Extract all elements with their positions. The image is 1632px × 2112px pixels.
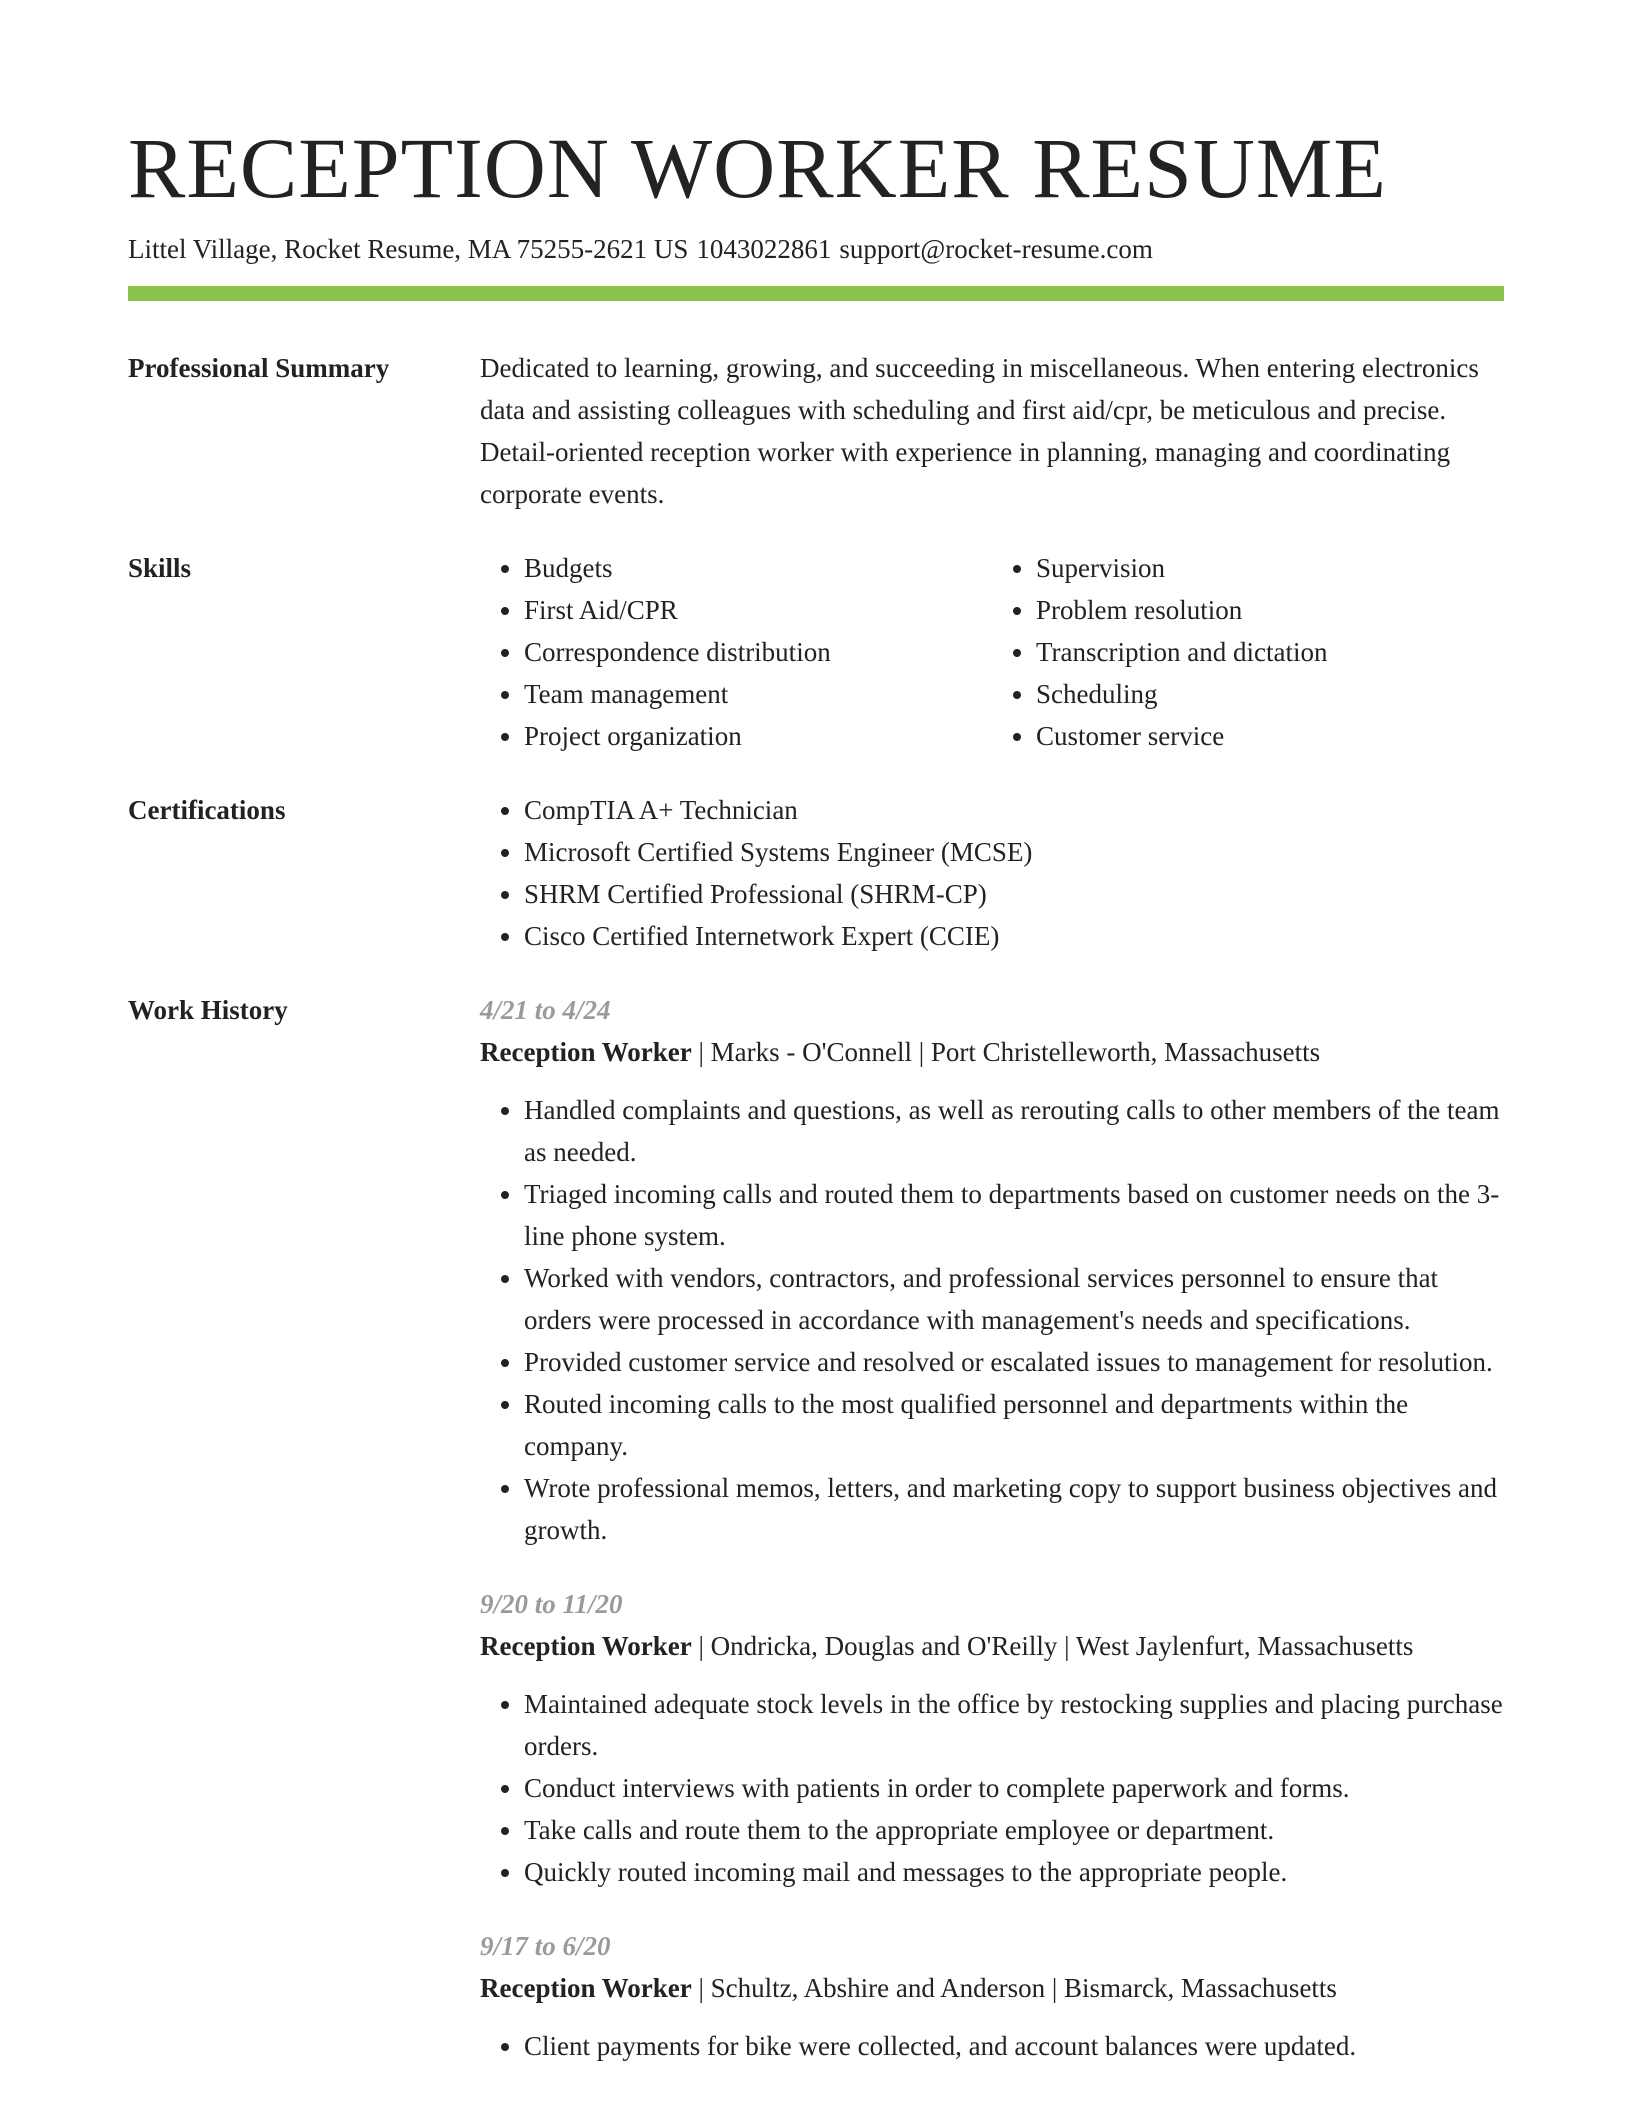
certifications-label: Certifications [128, 795, 286, 825]
skill-item: • Supervision [1036, 547, 1504, 589]
job-details: | Marks - O'Connell | Port Christelleworth, Massachusetts [691, 1037, 1321, 1067]
job-bullet: • Client payments for bike were collected, and account balances were updated. [524, 2025, 1504, 2067]
job-dates: 4/21 to 4/24 [480, 995, 611, 1025]
job-bullet: • Conduct interviews with patients in order to complete paperwork and forms. [524, 1767, 1504, 1809]
job-details: | Schultz, Abshire and Anderson | Bismarck, Massachusetts [691, 1973, 1337, 2003]
job-dates: 9/20 to 11/20 [480, 1589, 623, 1619]
job-bullets [480, 1089, 1504, 1551]
job-title-line [480, 1967, 1504, 2009]
job-entry [480, 1583, 1504, 1893]
job-bullet: • Routed incoming calls to the most qualified personnel and departments within the company. [524, 1383, 1504, 1467]
skill-item: • Scheduling [1036, 673, 1504, 715]
skill-item: • Project organization [524, 715, 992, 757]
resume-title: RECEPTION WORKER RESUME [128, 120, 1387, 216]
job-bullet: • Wrote professional memos, letters, and marketing copy to support business objectives and growth. [524, 1467, 1504, 1551]
job-title: Reception Worker [480, 1631, 692, 1661]
certifications-list [480, 789, 1504, 957]
header-divider [128, 286, 1504, 301]
job-title-line [480, 1625, 1504, 1667]
job-bullet: • Provided customer service and resolved or escalated issues to management for resolution. [524, 1341, 1504, 1383]
skill-item: • Transcription and dictation [1036, 631, 1504, 673]
job-bullets [480, 2025, 1504, 2067]
certifications-body [480, 789, 1504, 957]
skill-item: • First Aid/CPR [524, 589, 992, 631]
skills-label: Skills [128, 553, 192, 583]
skill-item: • Team management [524, 673, 992, 715]
summary-label: Professional Summary [128, 353, 390, 383]
skills-body [480, 547, 1504, 757]
job-bullets [480, 1683, 1504, 1893]
job-title: Reception Worker [480, 1973, 692, 2003]
job-bullet: • Take calls and route them to the appropriate employee or department. [524, 1809, 1504, 1851]
job-title: Reception Worker [480, 1037, 692, 1067]
work-history-label: Work History [128, 995, 288, 1025]
work-history-body [480, 989, 1504, 2099]
skills-list-left [480, 547, 992, 757]
skill-item: • Problem resolution [1036, 589, 1504, 631]
job-bullet: • Worked with vendors, contractors, and professional services personnel to ensure that orders were processed in accordance with management's needs and specifications. [524, 1257, 1504, 1341]
skill-item: • Correspondence distribution [524, 631, 992, 673]
job-bullet: • Handled complaints and questions, as well as rerouting calls to other members of the team as needed. [524, 1089, 1504, 1173]
job-details: | Ondricka, Douglas and O'Reilly | West Jaylenfurt, Massachusetts [691, 1631, 1414, 1661]
summary-text: Dedicated to learning, growing, and succeeding in miscellaneous. When entering electronics data and assisting colleagues with scheduling and first aid/cpr, be meticulous and precise. Detail-oriented reception worker with experience in planning, managing and coordinating corporate events. [480, 353, 1479, 509]
contact-line [128, 231, 1161, 267]
skill-item: • Customer service [1036, 715, 1504, 757]
job-bullet: • Quickly routed incoming mail and messages to the appropriate people. [524, 1851, 1504, 1893]
job-entry [480, 1925, 1504, 2067]
skills-list-right [992, 547, 1504, 757]
summary-body [480, 347, 1504, 515]
certification-item: • Cisco Certified Internetwork Expert (CCIE) [524, 915, 1504, 957]
certification-item: • SHRM Certified Professional (SHRM-CP) [524, 873, 1504, 915]
job-bullet: • Maintained adequate stock levels in the office by restocking supplies and placing purchase orders. [524, 1683, 1504, 1767]
job-dates: 9/17 to 6/20 [480, 1931, 611, 1961]
contact-address: Littel Village, Rocket Resume, MA 75255-2621 US [128, 234, 689, 264]
certification-item: • Microsoft Certified Systems Engineer (MCSE) [524, 831, 1504, 873]
job-title-line [480, 1031, 1504, 1073]
job-bullet: • Triaged incoming calls and routed them to departments based on customer needs on the 3-line phone system. [524, 1173, 1504, 1257]
skill-item: • Budgets [524, 547, 992, 589]
contact-email: support@rocket-resume.com [839, 234, 1153, 264]
contact-phone: 1043022861 [696, 234, 832, 264]
job-entry [480, 989, 1504, 1551]
certification-item: • CompTIA A+ Technician [524, 789, 1504, 831]
